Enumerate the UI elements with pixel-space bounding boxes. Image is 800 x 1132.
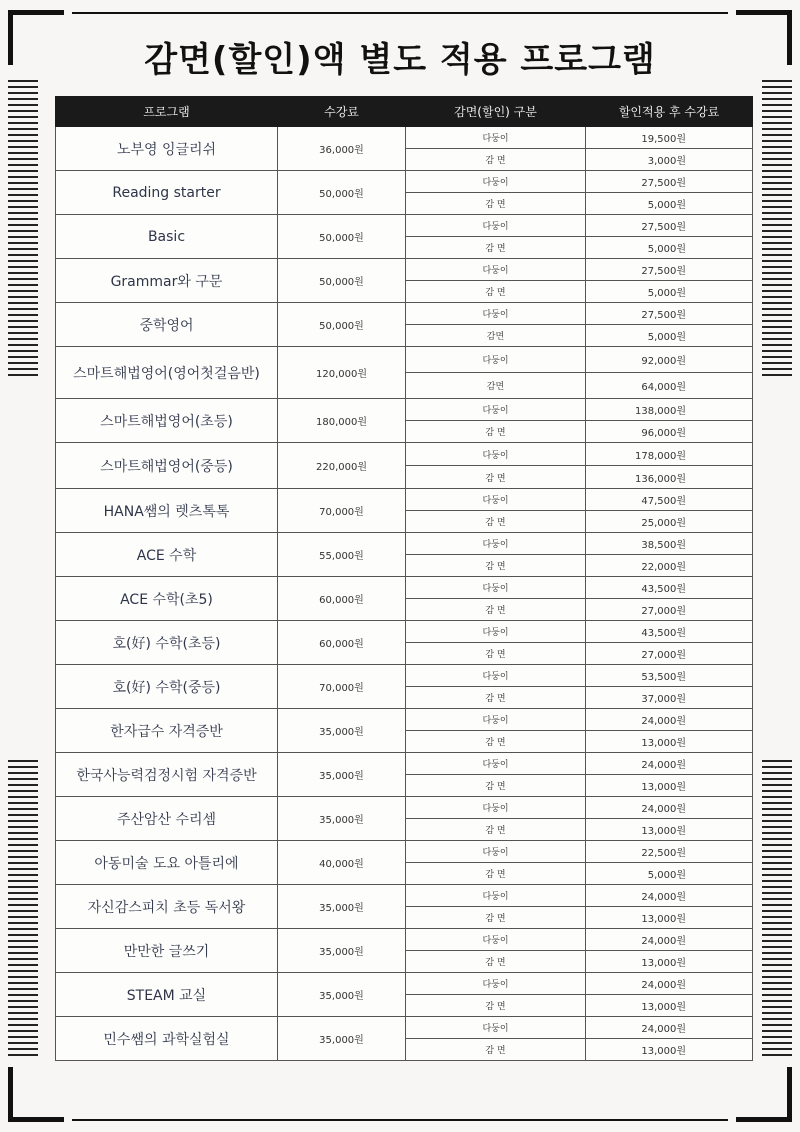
- discounted-price: 13,000원: [586, 819, 753, 841]
- discounted-price: 47,500원: [586, 489, 753, 511]
- program-fee: 70,000원: [278, 489, 406, 533]
- program-fee: 35,000원: [278, 797, 406, 841]
- discount-type: 감 면: [406, 863, 586, 885]
- program-fee: 50,000원: [278, 215, 406, 259]
- discount-type: 감 면: [406, 466, 586, 489]
- discounted-price: 53,500원: [586, 665, 753, 687]
- program-name: 자신감스피치 초등 독서왕: [56, 885, 278, 929]
- program-fee: 55,000원: [278, 533, 406, 577]
- header-discounted-fee: 할인적용 후 수강료: [586, 97, 753, 127]
- discounted-price: 64,000원: [586, 373, 753, 399]
- table-row: [56, 443, 753, 466]
- frame-corner-bottom-left-v: [8, 1067, 13, 1122]
- program-name: 스마트해법영어(중등): [56, 443, 278, 489]
- table-row: [56, 797, 753, 819]
- table-header-row: [56, 97, 753, 127]
- table-row: [56, 399, 753, 421]
- program-name: ACE 수학(초5): [56, 577, 278, 621]
- table-row: [56, 259, 753, 281]
- discount-type: 감 면: [406, 599, 586, 621]
- program-fee: 36,000원: [278, 127, 406, 171]
- discount-type: 감 면: [406, 281, 586, 303]
- program-name: 중학영어: [56, 303, 278, 347]
- table-row: [56, 929, 753, 951]
- program-name: 노부영 잉글리쉬: [56, 127, 278, 171]
- discounted-price: 24,000원: [586, 797, 753, 819]
- discounted-price: 136,000원: [586, 466, 753, 489]
- program-name: 만만한 글쓰기: [56, 929, 278, 973]
- discount-type: 감 면: [406, 555, 586, 577]
- table-row: [56, 973, 753, 995]
- header-fee: 수강료: [278, 97, 406, 127]
- discounted-price: 27,500원: [586, 215, 753, 237]
- discounted-price: 138,000원: [586, 399, 753, 421]
- discount-type: 감 면: [406, 907, 586, 929]
- discounted-price: 13,000원: [586, 775, 753, 797]
- program-fee: 60,000원: [278, 577, 406, 621]
- discounted-price: 24,000원: [586, 929, 753, 951]
- page-title: 감면(할인)액 별도 적용 프로그램: [144, 40, 656, 80]
- discounted-price: 27,500원: [586, 259, 753, 281]
- header-program: 프로그램: [56, 97, 278, 127]
- discounted-price: 27,000원: [586, 643, 753, 665]
- table-row: [56, 665, 753, 687]
- discount-type: 다둥이: [406, 1017, 586, 1039]
- program-fee: 35,000원: [278, 929, 406, 973]
- table-row: [56, 127, 753, 149]
- table-row: [56, 753, 753, 775]
- program-fee: 35,000원: [278, 709, 406, 753]
- discounted-price: 43,500원: [586, 577, 753, 599]
- discount-type: 다둥이: [406, 929, 586, 951]
- program-fee: 50,000원: [278, 259, 406, 303]
- program-fee: 70,000원: [278, 665, 406, 709]
- discount-type: 감 면: [406, 511, 586, 533]
- frame-dashes-right-bottom: [762, 760, 792, 1060]
- discount-type: 감 면: [406, 731, 586, 753]
- discount-type: 감 면: [406, 193, 586, 215]
- table-body: [56, 127, 753, 1061]
- discount-type: 다둥이: [406, 215, 586, 237]
- discount-type: 다둥이: [406, 973, 586, 995]
- discounted-price: 27,500원: [586, 171, 753, 193]
- discounted-price: 178,000원: [586, 443, 753, 466]
- table-row: [56, 533, 753, 555]
- table-row: [56, 885, 753, 907]
- discounted-price: 13,000원: [586, 907, 753, 929]
- program-name: ACE 수학: [56, 533, 278, 577]
- frame-line-top: [72, 12, 728, 14]
- program-fee: 220,000원: [278, 443, 406, 489]
- discounted-price: 37,000원: [586, 687, 753, 709]
- discounted-price: 27,000원: [586, 599, 753, 621]
- discounted-price: 24,000원: [586, 709, 753, 731]
- program-name: 스마트해법영어(초등): [56, 399, 278, 443]
- program-name: Grammar와 구문: [56, 259, 278, 303]
- table-row: [56, 303, 753, 325]
- discounted-price: 96,000원: [586, 421, 753, 443]
- discount-type: 감면: [406, 373, 586, 399]
- discounted-price: 24,000원: [586, 753, 753, 775]
- program-fee: 35,000원: [278, 1017, 406, 1061]
- discount-type: 다둥이: [406, 665, 586, 687]
- discounted-price: 13,000원: [586, 951, 753, 973]
- discount-type: 다둥이: [406, 127, 586, 149]
- program-name: HANA쌤의 렛츠톡톡: [56, 489, 278, 533]
- program-name: 민수쌤의 과학실험실: [56, 1017, 278, 1061]
- program-name: 아동미술 도요 아틀리에: [56, 841, 278, 885]
- discounted-price: 24,000원: [586, 885, 753, 907]
- program-name: STEAM 교실: [56, 973, 278, 1017]
- discount-type: 다둥이: [406, 885, 586, 907]
- discounted-price: 5,000원: [586, 237, 753, 259]
- table-row: [56, 489, 753, 511]
- frame-dashes-left-bottom: [8, 760, 38, 1060]
- discounted-price: 38,500원: [586, 533, 753, 555]
- discount-type: 다둥이: [406, 399, 586, 421]
- discount-type: 다둥이: [406, 259, 586, 281]
- table-row: [56, 709, 753, 731]
- discounted-price: 92,000원: [586, 347, 753, 373]
- table-row: [56, 347, 753, 373]
- discounted-price: 25,000원: [586, 511, 753, 533]
- discount-type: 감 면: [406, 1039, 586, 1061]
- discount-type: 감 면: [406, 995, 586, 1017]
- discounted-price: 5,000원: [586, 281, 753, 303]
- table-row: [56, 215, 753, 237]
- program-fee: 35,000원: [278, 753, 406, 797]
- frame-dashes-left-top: [8, 80, 38, 380]
- discount-type: 다둥이: [406, 577, 586, 599]
- discount-type: 감 면: [406, 775, 586, 797]
- table-row: [56, 1017, 753, 1039]
- table-row: [56, 841, 753, 863]
- discounted-price: 19,500원: [586, 127, 753, 149]
- discount-type: 다둥이: [406, 489, 586, 511]
- frame-corner-top-right: [736, 10, 792, 15]
- program-name: Basic: [56, 215, 278, 259]
- program-name: 한국사능력검정시험 자격증반: [56, 753, 278, 797]
- program-fee: 120,000원: [278, 347, 406, 399]
- discount-type: 다둥이: [406, 841, 586, 863]
- discount-type: 다둥이: [406, 303, 586, 325]
- frame-corner-top-left: [8, 10, 64, 15]
- frame-line-bottom: [72, 1119, 728, 1121]
- program-fee: 50,000원: [278, 171, 406, 215]
- discount-type: 감면: [406, 325, 586, 347]
- discounted-price: 13,000원: [586, 731, 753, 753]
- discount-type: 감 면: [406, 643, 586, 665]
- discount-type: 다둥이: [406, 347, 586, 373]
- discount-type: 다둥이: [406, 753, 586, 775]
- program-fee: 50,000원: [278, 303, 406, 347]
- frame-corner-bottom-right-v: [787, 1067, 792, 1122]
- table-row: [56, 171, 753, 193]
- program-fee: 60,000원: [278, 621, 406, 665]
- discount-type: 감 면: [406, 951, 586, 973]
- discount-type: 감 면: [406, 421, 586, 443]
- discounted-price: 24,000원: [586, 973, 753, 995]
- program-fee: 40,000원: [278, 841, 406, 885]
- discount-type: 감 면: [406, 237, 586, 259]
- discounted-price: 43,500원: [586, 621, 753, 643]
- discount-type: 감 면: [406, 819, 586, 841]
- frame-corner-bottom-left: [8, 1117, 64, 1122]
- program-name: 스마트해법영어(영어첫걸음반): [56, 347, 278, 399]
- program-fee: 35,000원: [278, 973, 406, 1017]
- frame-dashes-right-top: [762, 80, 792, 380]
- program-name: 주산암산 수리셈: [56, 797, 278, 841]
- table-row: [56, 621, 753, 643]
- program-fee: 180,000원: [278, 399, 406, 443]
- program-name: 한자급수 자격증반: [56, 709, 278, 753]
- price-table: [55, 96, 753, 1061]
- program-name: 호(好) 수학(중등): [56, 665, 278, 709]
- discount-type: 감 면: [406, 149, 586, 171]
- frame-corner-bottom-right: [736, 1117, 792, 1122]
- discounted-price: 22,500원: [586, 841, 753, 863]
- discounted-price: 27,500원: [586, 303, 753, 325]
- program-name: Reading starter: [56, 171, 278, 215]
- discounted-price: 3,000원: [586, 149, 753, 171]
- program-name: 호(好) 수학(초등): [56, 621, 278, 665]
- program-fee: 35,000원: [278, 885, 406, 929]
- discount-type: 다둥이: [406, 621, 586, 643]
- discounted-price: 24,000원: [586, 1017, 753, 1039]
- discount-type: 다둥이: [406, 443, 586, 466]
- discount-type: 다둥이: [406, 709, 586, 731]
- discount-type: 감 면: [406, 687, 586, 709]
- discounted-price: 13,000원: [586, 1039, 753, 1061]
- header-category: 감면(할인) 구분: [406, 97, 586, 127]
- discount-type: 다둥이: [406, 797, 586, 819]
- table-row: [56, 577, 753, 599]
- discounted-price: 5,000원: [586, 325, 753, 347]
- discounted-price: 5,000원: [586, 193, 753, 215]
- discount-type: 다둥이: [406, 171, 586, 193]
- discounted-price: 5,000원: [586, 863, 753, 885]
- discounted-price: 13,000원: [586, 995, 753, 1017]
- discount-type: 다둥이: [406, 533, 586, 555]
- discounted-price: 22,000원: [586, 555, 753, 577]
